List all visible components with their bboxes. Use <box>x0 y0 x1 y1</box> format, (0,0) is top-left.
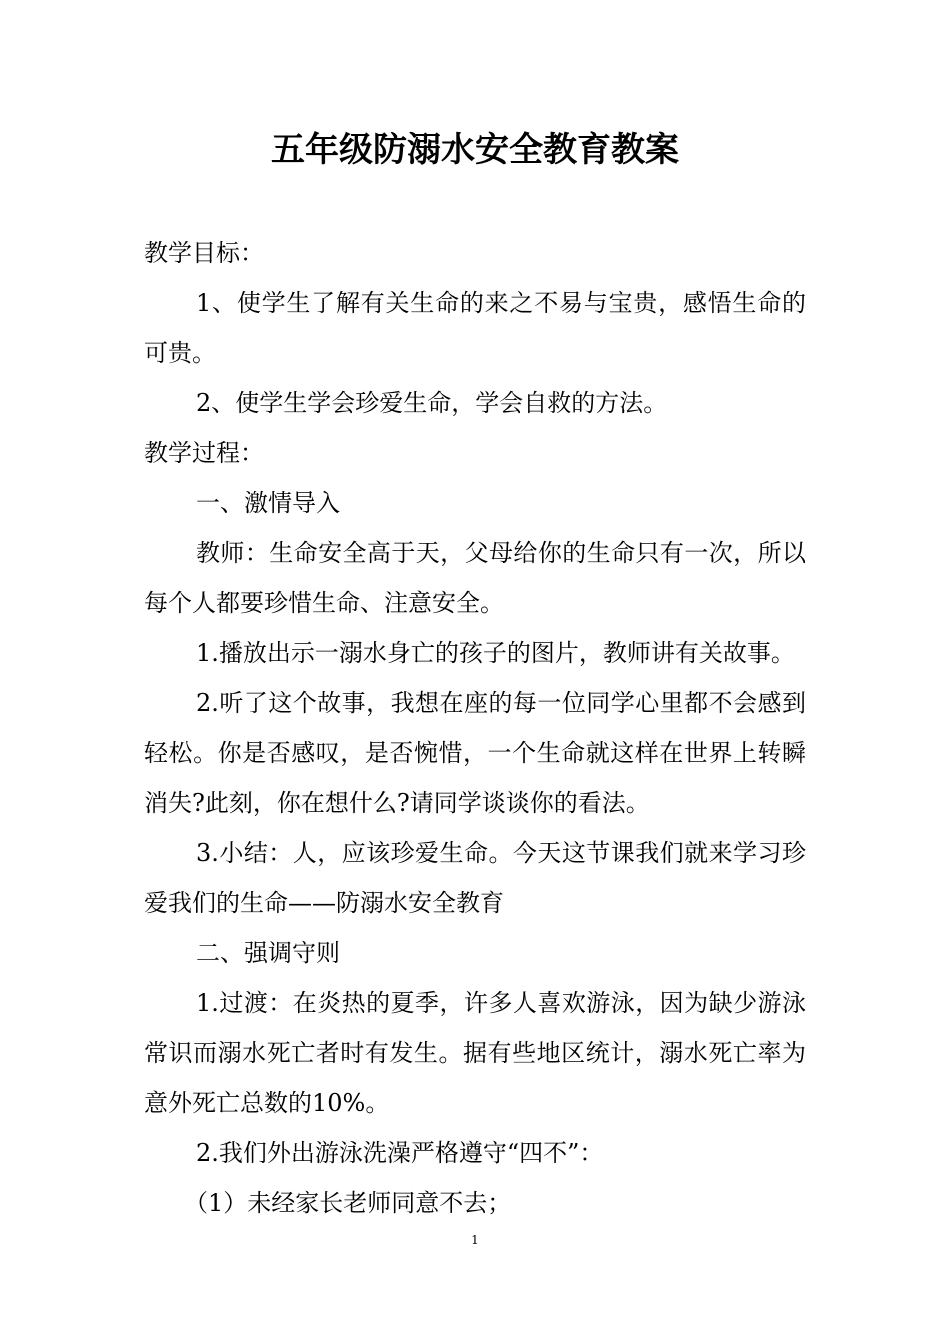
paragraph-objective-1: 1、使学生了解有关生命的来之不易与宝贵，感悟生命的可贵。 <box>144 289 806 367</box>
document-title: 五年级防溺水安全教育教案 <box>271 130 679 170</box>
paragraph-rule-1: （1）未经家长老师同意不去； <box>184 1189 512 1217</box>
section-heading-objectives: 教学目标： <box>144 239 264 267</box>
paragraph-step-3: 3.小结：人，应该珍爱生命。今天这节课我们就来学习珍爱我们的生命——防溺水安全教育 <box>144 839 806 917</box>
subheading-intro: 一、激情导入 <box>196 489 340 517</box>
paragraph-four-rules: 2.我们外出游泳洗澡严格遵守“四不”： <box>196 1139 604 1167</box>
paragraph-teacher: 教师：生命安全高于天，父母给你的生命只有一次，所以每个人都要珍惜生命、注意安全。 <box>144 539 806 617</box>
subheading-rules: 二、强调守则 <box>196 939 340 967</box>
document-body <box>144 228 806 1228</box>
paragraph-step-2: 2.听了这个故事，我想在座的每一位同学心里都不会感到轻松。你是否感叹，是否惋惜，一个生命就这样在世界上转瞬消失?此刻，你在想什么?请同学谈谈你的看法。 <box>144 689 806 817</box>
paragraph-transition: 1.过渡：在炎热的夏季，许多人喜欢游泳，因为缺少游泳常识而溺水死亡者时有发生。据有些地区统计，溺水死亡率为意外死亡总数的10%。 <box>144 989 806 1117</box>
paragraph-objective-2: 2、使学生学会珍爱生命，学会自救的方法。 <box>196 389 668 417</box>
paragraph-step-1: 1.播放出示一溺水身亡的孩子的图片，教师讲有关故事。 <box>196 639 795 667</box>
section-heading-process: 教学过程： <box>144 439 264 467</box>
page-number: 1 <box>471 1233 479 1247</box>
